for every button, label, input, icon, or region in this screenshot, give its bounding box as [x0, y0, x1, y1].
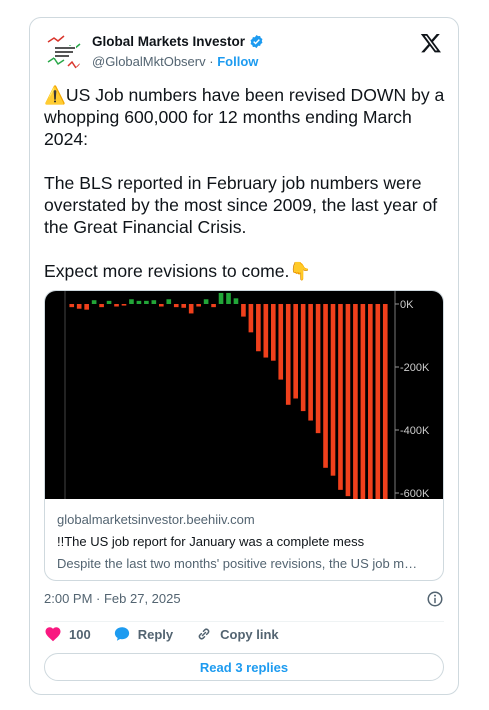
author-name-row[interactable] [92, 34, 264, 49]
chart-bar [99, 304, 104, 307]
chart-bar [84, 304, 89, 310]
chart-bar [129, 299, 134, 304]
chart-bar [166, 299, 171, 304]
link-title: !!The US job report for January was a complete mess [57, 534, 365, 549]
tweet-text: ⚠️US Job numbers have been revised DOWN by a whopping 600,000 for 12 months ending March 2024: The BLS reported in February job numbers were overstated by the most since 2009, the last year of the Great Financial Crisis. Expect more revisions to come.👇 [44, 85, 445, 281]
reply-label: Reply [137, 626, 174, 642]
chart-bar [271, 304, 276, 361]
link-description: Despite the last two months' positive revisions, the US job m… [57, 556, 418, 571]
chart-bar [286, 304, 291, 405]
tweet-card [29, 17, 459, 695]
verified-badge-icon [249, 34, 264, 49]
chart-bar [361, 304, 366, 499]
y-tick-label: -600K [400, 488, 430, 499]
chart-bar [301, 304, 306, 411]
divider [44, 621, 444, 622]
chart-bar [323, 304, 328, 468]
chart-bar [159, 304, 164, 307]
chart-bar [226, 293, 231, 304]
tweet-header [44, 32, 444, 72]
chart-bar [219, 293, 224, 304]
chart-bar [174, 304, 179, 307]
chart-bar [316, 304, 321, 433]
y-tick-label: 0K [400, 299, 414, 311]
chart-bar [204, 299, 209, 304]
y-tick-label: -200K [400, 362, 430, 374]
copy-link-button[interactable] [195, 625, 279, 643]
follow-link[interactable]: Follow [217, 54, 259, 69]
action-bar [44, 625, 301, 643]
chart-bar [331, 304, 336, 476]
separator: · [209, 54, 214, 69]
chart-bar [368, 304, 373, 499]
chart-bar [234, 298, 239, 304]
chart-bar [278, 304, 283, 380]
chart-bar [122, 304, 127, 306]
chart-bar [77, 304, 82, 309]
chart-bar [211, 304, 216, 307]
chart-bar [375, 304, 380, 499]
reply-button[interactable] [113, 625, 173, 643]
link-card[interactable] [44, 290, 444, 581]
chart-bar [137, 301, 142, 304]
x-logo-icon[interactable] [420, 32, 442, 54]
chart-bar [114, 304, 119, 307]
avatar-logo-icon [44, 32, 84, 72]
handle-row [92, 54, 258, 69]
chart-bar [152, 300, 157, 304]
info-icon[interactable] [426, 590, 444, 608]
chart-bar [264, 304, 269, 358]
link-card-body [57, 512, 431, 571]
link-domain: globalmarketsinvestor.beehiiv.com [57, 512, 255, 527]
chart-bar [256, 304, 261, 351]
chart-bar [144, 301, 149, 304]
y-tick-label: -400K [400, 425, 430, 437]
chart-bar [92, 300, 97, 304]
reply-bubble-icon [113, 625, 131, 643]
chart-bar [353, 304, 358, 499]
like-button[interactable] [44, 625, 91, 643]
author-handle[interactable]: @GlobalMktObserv [92, 54, 206, 69]
chart-bar [181, 304, 186, 308]
like-count: 100 [69, 626, 91, 642]
author-name[interactable]: Global Markets Investor [92, 34, 246, 49]
chart-bar [338, 304, 343, 490]
chart-bar [107, 301, 112, 304]
job-revisions-chart [45, 291, 444, 499]
chart-bar [189, 304, 194, 313]
heart-icon [44, 625, 62, 643]
chart-bar [308, 304, 313, 421]
chart-bar [346, 304, 351, 496]
read-replies-button[interactable]: Read 3 replies [44, 653, 444, 681]
chart-bar [241, 304, 246, 317]
chart-bar [293, 304, 298, 399]
copy-link-label: Copy link [220, 626, 279, 642]
link-icon [195, 625, 213, 643]
chart-bar [69, 304, 74, 307]
tweet-timestamp[interactable]: 2:00 PM · Feb 27, 2025 [44, 591, 181, 606]
chart-bar [249, 304, 254, 332]
avatar[interactable] [44, 32, 84, 72]
chart-bar [383, 304, 388, 499]
chart-bar [196, 304, 201, 307]
